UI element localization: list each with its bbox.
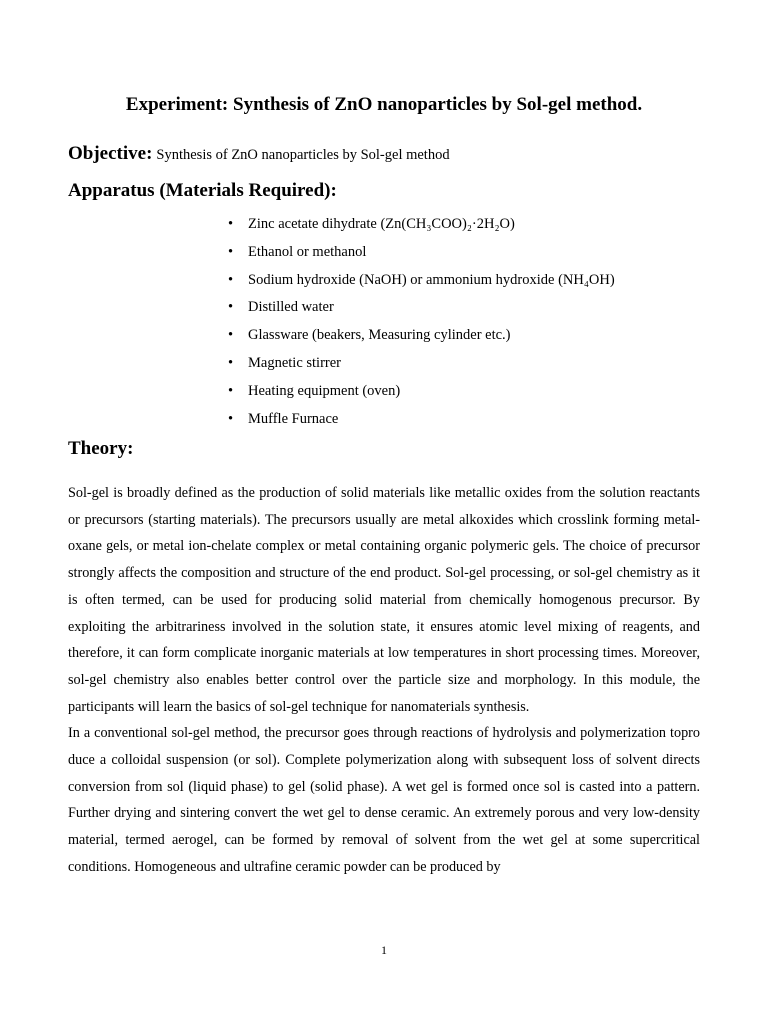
list-item xyxy=(228,406,615,434)
theory-paragraph: In a conventional sol-gel method, the precursor goes through reactions of hydrolysis and polymerization topro duce a colloidal suspension (or sol). Complete polymerization along with subsequent loss of solvent directs conversion from sol (liquid phase) to gel (solid phase). A wet gel is formed once sol is casted into a pattern. Further drying and sintering convert the wet gel to dense ceramic. An extremely porous and very low-density material, termed aerogel, can be formed by removal of solvent from the wet gel at some supercritical conditions. Homogeneous and ultrafine ceramic powder can be produced by xyxy=(68,725,700,875)
material-item: Ethanol or methanol xyxy=(248,243,367,260)
list-item xyxy=(228,378,615,406)
theory-paragraph: Sol-gel is broadly defined as the production of solid materials like metallic oxides from the solution reactants or precursors (starting materials). The precursors usually are metal alkoxides which crosslink forming metal-oxane gels, or metal ion-chelate complex or metal containing organic polymeric gels. The choice of precursor strongly affects the composition and structure of the end product. Sol-gel processing, or sol-gel chemistry as it is often termed, can be used for producing solid material from chemically homogenous precursor. By exploiting the arbitrariness involved in the solution state, it ensures atomic level mixing of reagents, and therefore, it can form complicate inorganic materials at low temperatures in short processing times. Moreover, sol-gel chemistry also enables better control over the particle size and morphology. In this module, the participants will learn the basics of sol-gel technique for nanomaterials synthesis. xyxy=(68,485,700,715)
list-item xyxy=(228,350,615,378)
material-item: Muffle Furnace xyxy=(248,410,339,427)
bullet-icon: • xyxy=(228,216,234,232)
theory-heading: Theory: xyxy=(68,438,134,459)
theory-body xyxy=(68,480,700,881)
bullet-icon: • xyxy=(228,299,234,316)
material-item: Magnetic stirrer xyxy=(248,354,342,371)
list-item xyxy=(228,267,615,295)
objective-text: Synthesis of ZnO nanoparticles by Sol-gel method xyxy=(156,147,450,163)
list-item xyxy=(228,239,615,267)
material-item: Heating equipment (oven) xyxy=(248,382,401,399)
material-item: Glassware (beakers, Measuring cylinder etc.) xyxy=(248,327,511,344)
document-title: Experiment: Synthesis of ZnO nanoparticles by Sol-gel method. xyxy=(125,94,643,115)
bullet-icon: • xyxy=(228,243,234,260)
bullet-icon: • xyxy=(228,271,234,288)
page-number: 1 xyxy=(381,943,387,957)
objective-line xyxy=(68,143,450,165)
bullet-icon: • xyxy=(228,382,234,399)
bullet-icon: • xyxy=(228,410,234,427)
materials-list xyxy=(228,211,615,433)
bullet-icon: • xyxy=(228,354,234,371)
objective-label: Objective: xyxy=(68,143,153,164)
list-item xyxy=(228,322,615,350)
material-item: Distilled water xyxy=(248,299,334,316)
bullet-icon: • xyxy=(228,327,234,344)
list-item xyxy=(228,211,615,239)
list-item xyxy=(228,294,615,322)
material-item: Sodium hydroxide (NaOH) or ammonium hydroxide (NH₄OH) xyxy=(248,271,615,288)
material-item: Zinc acetate dihydrate (Zn(CH₃COO)₂·2H₂O) xyxy=(248,216,515,232)
apparatus-heading: Apparatus (Materials Required): xyxy=(68,180,337,201)
